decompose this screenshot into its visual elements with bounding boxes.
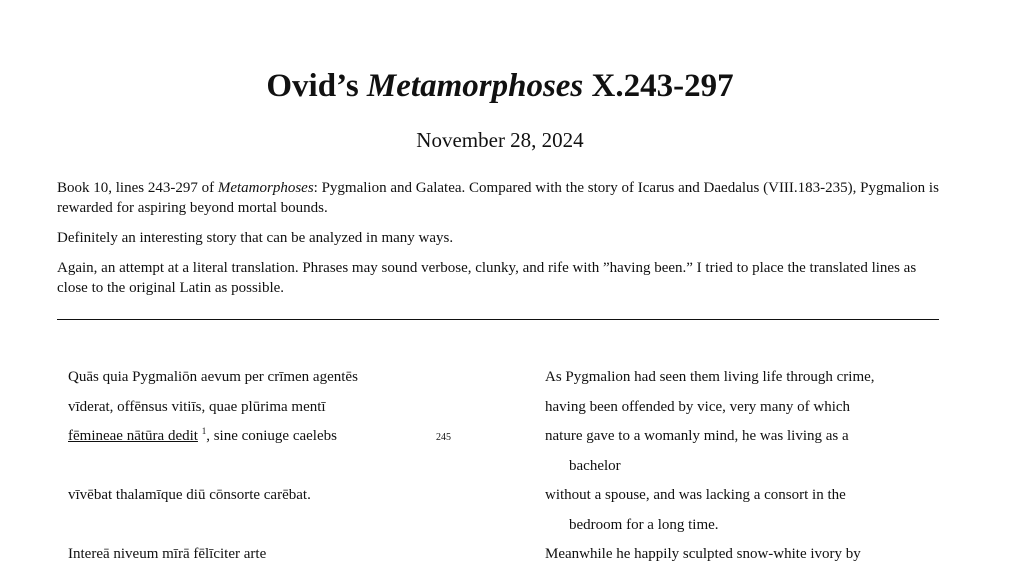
english-text: having been offended by vice, very many of which — [545, 398, 851, 415]
english-text: Meanwhile he happily sculpted snow-white ivory by — [545, 546, 861, 562]
english-line — [545, 481, 905, 540]
title-lines: X.243-297 — [591, 68, 734, 104]
line-number: 245 — [436, 432, 451, 443]
english-line — [545, 393, 905, 423]
parallel-text — [0, 363, 1013, 570]
english-line — [545, 422, 905, 481]
underlined-phrase: fēmineae nātūra dedit — [68, 428, 198, 444]
latin-line: vīderat, offēnsus vitiīs, quae plūrima mentī — [68, 398, 326, 415]
page-title — [0, 64, 1000, 108]
latin-line — [68, 422, 428, 452]
english-text: without a spouse, and was lacking a consort in the — [545, 487, 846, 503]
english-text: As Pygmalion had seen them living life through crime, — [545, 369, 875, 385]
date: November 28, 2024 — [416, 128, 584, 152]
poem-line — [0, 422, 1013, 481]
latin-line: Quās quia Pygmaliōn aevum per crīmen agentēs — [68, 369, 358, 385]
latin-line: Intereā niveum mīrā fēlīciter arte — [68, 546, 267, 562]
english-text: nature gave to a womanly mind, he was living as a — [545, 428, 849, 444]
intro-work-title: Metamorphoses — [217, 180, 314, 196]
poem-line — [0, 393, 1013, 423]
section-divider — [57, 319, 939, 320]
english-continuation: bedroom for a long time. — [569, 516, 719, 533]
intro-paragraph-3: Again, an attempt at a literal translation. Phrases may sound verbose, clunky, and rife with ”having been.” I tried to place the translated lines as close to the original Latin as possible. — [57, 260, 917, 296]
intro-paragraph-1 — [57, 178, 941, 218]
poem-line — [0, 363, 1013, 393]
poem-line — [0, 481, 1013, 540]
intro-paragraph-2: Definitely an interesting story that can be analyzed in many ways. — [57, 230, 454, 246]
english-line — [545, 363, 905, 393]
footnote-ref[interactable]: 1 — [201, 426, 207, 436]
introduction — [57, 178, 941, 308]
english-line — [545, 540, 905, 570]
poem-line — [0, 540, 1013, 570]
title-prefix: Ovid’s — [266, 68, 359, 104]
intro-text: Book 10, lines 243-297 of — [57, 180, 215, 196]
title-work: Metamorphoses — [366, 68, 584, 104]
english-continuation: bachelor — [569, 457, 621, 474]
intro-text: : Pygmalion and Galatea. Compared with the story of Icarus and Daedalus (VIII.183-235), Pygmalion is rewarded for aspiring beyond mortal bounds. — [57, 180, 939, 216]
latin-line: vīvēbat thalamīque diū cōnsorte carēbat. — [68, 487, 311, 503]
latin-text: , sine coniuge caelebs — [206, 428, 337, 444]
